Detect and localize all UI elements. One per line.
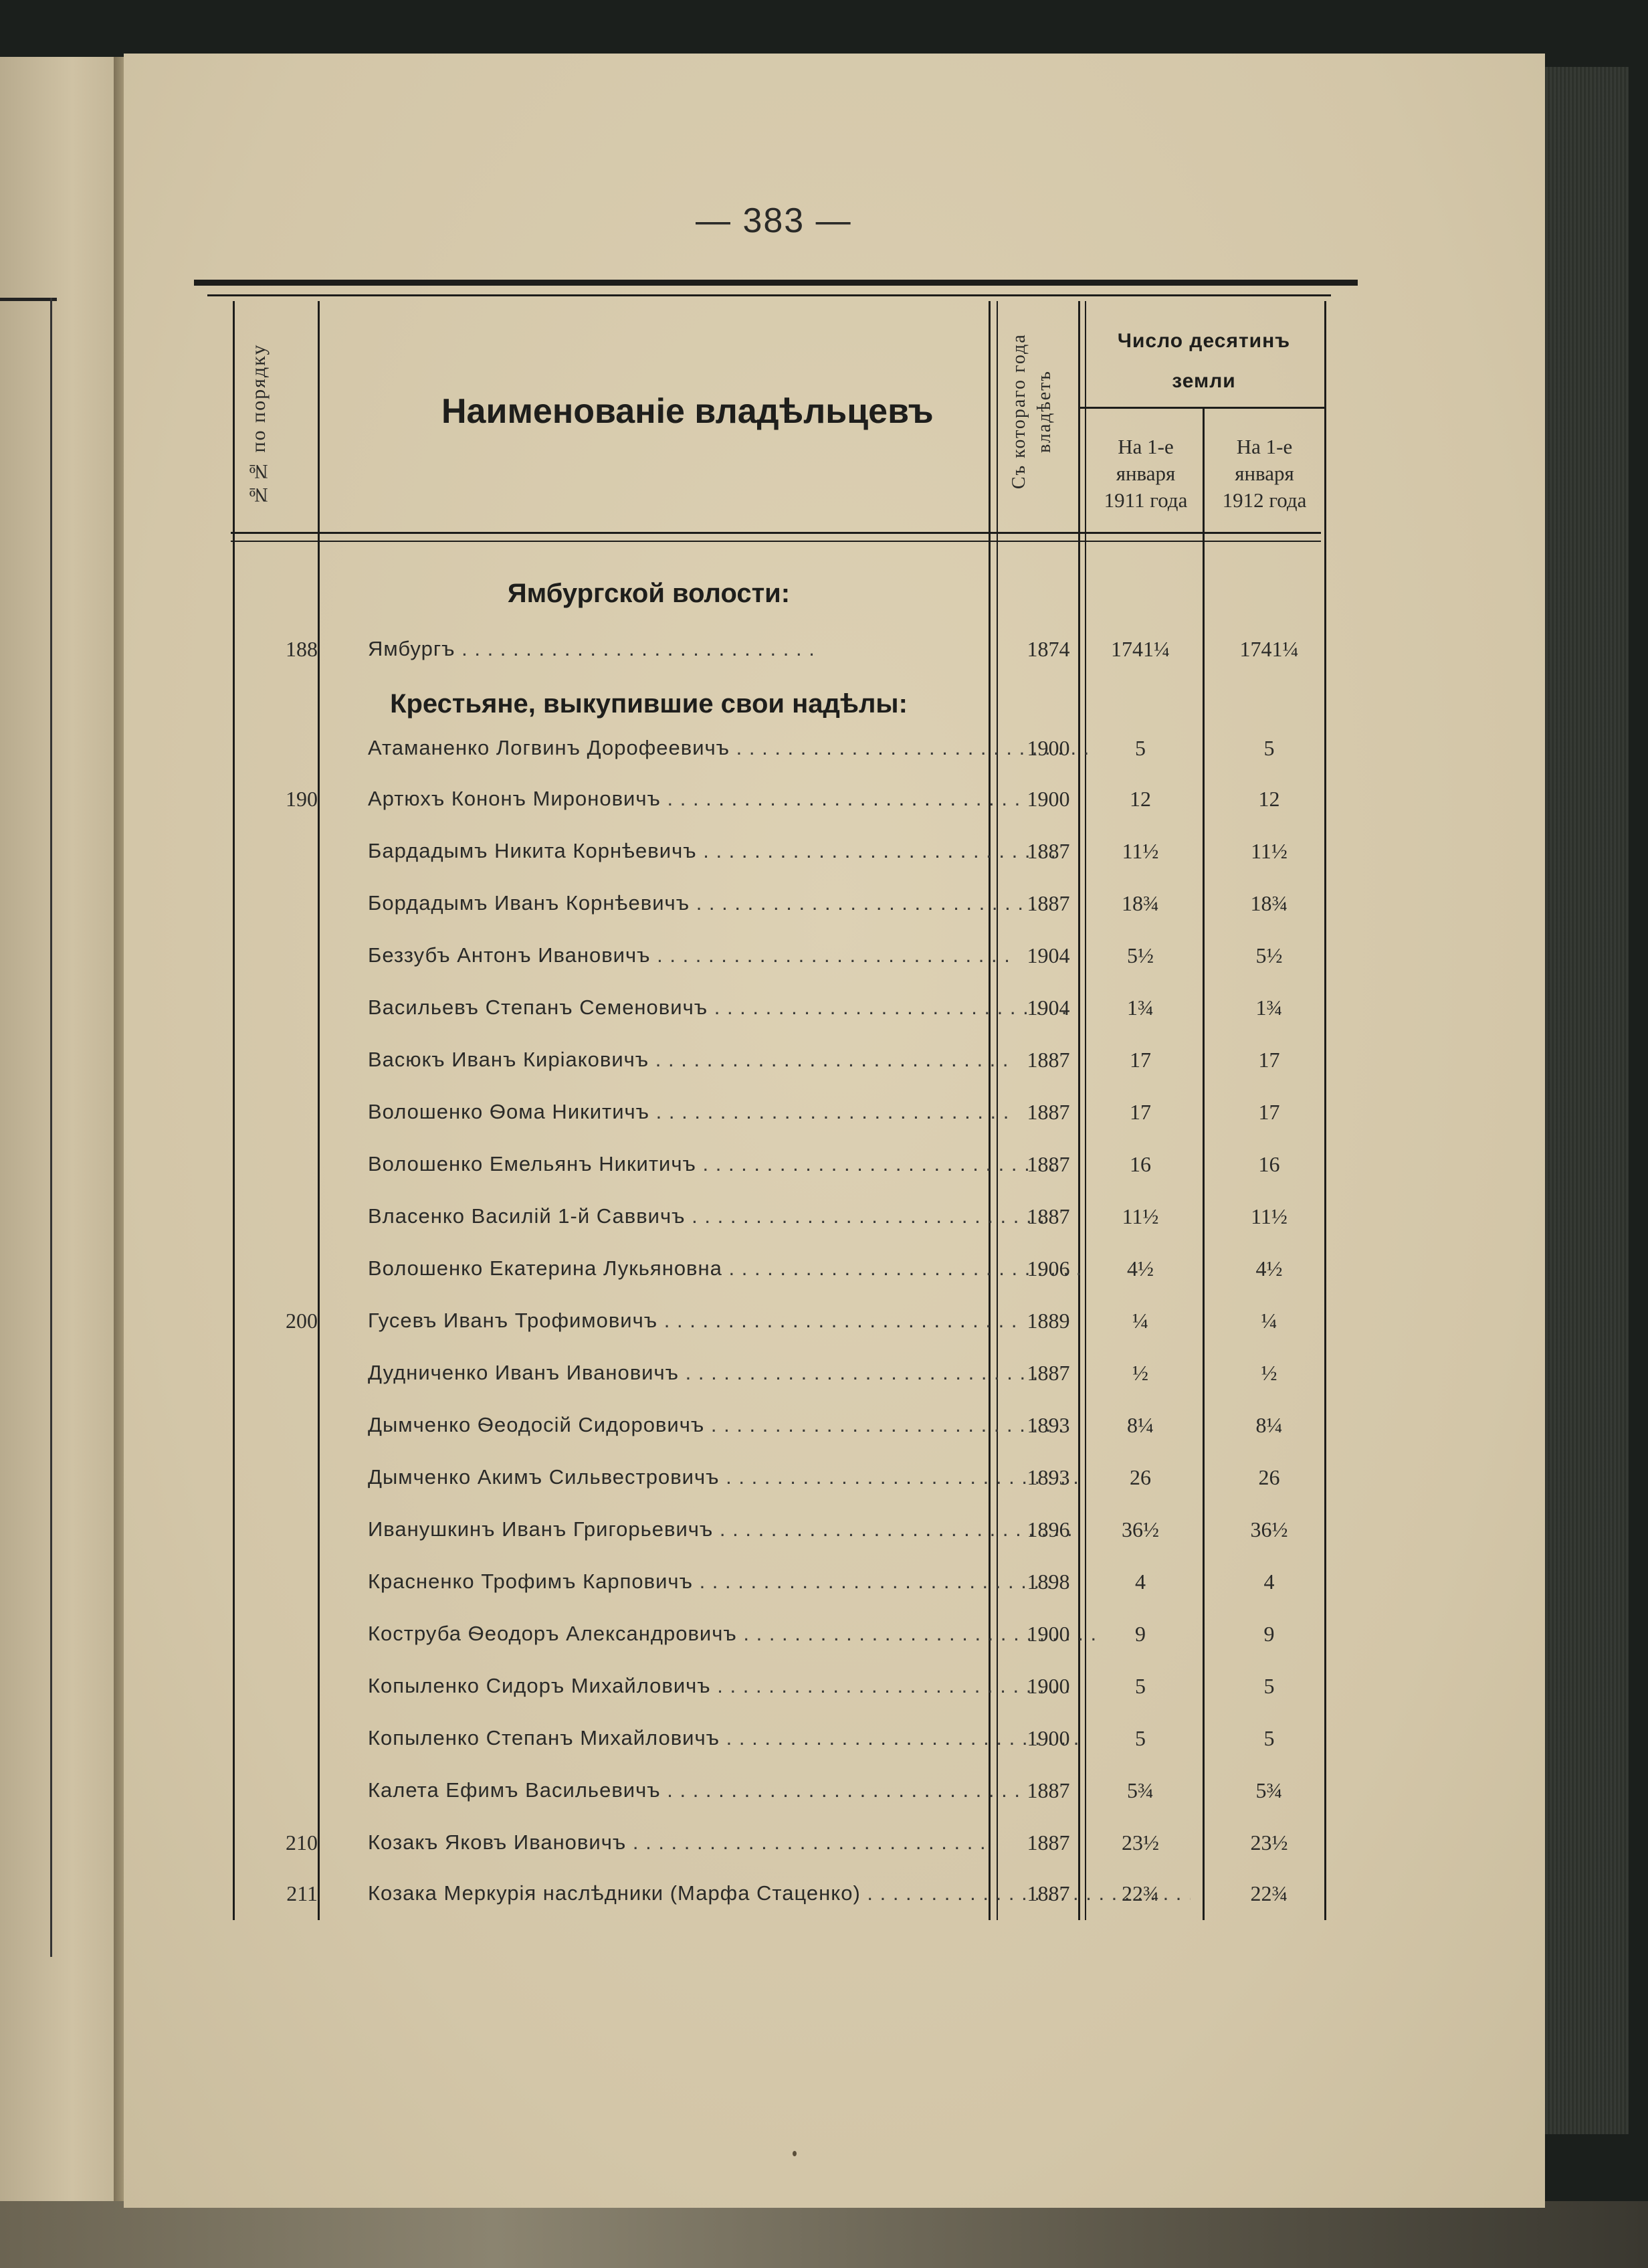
row-land-1911: 11½ <box>1122 839 1159 863</box>
table-row <box>227 1562 1338 1608</box>
row-year: 1889 <box>1027 1309 1070 1333</box>
previous-page-column-rule <box>50 298 52 1957</box>
row-number: 190 <box>286 787 318 811</box>
row-year: 1887 <box>1027 1778 1070 1802</box>
table-row <box>227 935 1338 982</box>
table-top-rule <box>194 280 1358 286</box>
table-row <box>227 728 1338 775</box>
header-land-group <box>1087 321 1321 401</box>
row-land-1911: 36½ <box>1122 1517 1159 1541</box>
row-land-1912: 1¾ <box>1255 996 1283 1020</box>
row-land-1911: 18¾ <box>1122 891 1159 915</box>
row-land-1912: 11½ <box>1251 1204 1288 1228</box>
row-year: 1906 <box>1027 1256 1070 1281</box>
header-1912-l2: января <box>1235 462 1294 485</box>
row-owner-name: Волошенко Емельянъ Никитичъ . . <box>368 1152 1191 1176</box>
table-row <box>227 1457 1338 1504</box>
row-land-1912: 5 <box>1263 1726 1275 1750</box>
table-row <box>227 1770 1338 1817</box>
previous-page-rule <box>0 298 57 301</box>
row-year: 1900 <box>1027 1726 1070 1750</box>
row-owner-name: Копыленко Степанъ Михайловичъ . . <box>368 1726 1191 1750</box>
row-number: 210 <box>286 1830 318 1855</box>
row-land-1912: 8¼ <box>1255 1413 1283 1437</box>
row-year: 1887 <box>1027 839 1070 863</box>
row-owner-name: Красненко Трофимъ Карповичъ . . <box>368 1570 1191 1594</box>
header-bottom-rule-2 <box>231 541 1321 542</box>
row-land-1912: ¼ <box>1261 1309 1277 1333</box>
row-owner-name: Калета Ефимъ Васильевичъ . . <box>368 1778 1191 1802</box>
table-row <box>227 987 1338 1034</box>
group-header-rule <box>1078 407 1326 409</box>
header-1912-l3: 1912 года <box>1222 488 1307 512</box>
table-row <box>227 1718 1338 1765</box>
row-land-1911: 11½ <box>1122 1204 1159 1228</box>
row-year: 1874 <box>1027 637 1070 661</box>
row-land-1911: 9 <box>1135 1622 1146 1646</box>
row-land-1912: 5½ <box>1255 943 1283 967</box>
table-row <box>227 883 1338 930</box>
row-year: 1898 <box>1027 1570 1070 1594</box>
table-row <box>227 1301 1338 1347</box>
header-1912 <box>1206 434 1323 514</box>
row-land-1911: 1741¼ <box>1111 637 1170 661</box>
row-year: 1893 <box>1027 1413 1070 1437</box>
row-land-1911: ¼ <box>1132 1309 1148 1333</box>
row-land-1912: 23½ <box>1250 1830 1288 1855</box>
row-owner-name: Копыленко Сидоръ Михайловичъ . . <box>368 1674 1191 1698</box>
table-row <box>227 1822 1338 1869</box>
header-owner-name: Наименованіе владѣльцевъ <box>441 392 934 431</box>
row-number: 211 <box>286 1881 318 1905</box>
row-owner-name: Дудниченко Иванъ Ивановичъ . . <box>368 1361 1191 1385</box>
row-owner-name: Волошенко Ѳома Никитичъ . . <box>368 1100 1191 1124</box>
row-year: 1887 <box>1027 1100 1070 1124</box>
header-year-text: Съ котораго года владѣетъ <box>1009 333 1055 490</box>
row-land-1912: 5¾ <box>1255 1778 1283 1802</box>
table-row <box>227 1614 1338 1661</box>
row-land-1912: 17 <box>1258 1048 1280 1072</box>
table-row <box>227 1353 1338 1400</box>
row-year: 1904 <box>1027 943 1070 967</box>
row-land-1912: 17 <box>1258 1100 1280 1124</box>
page-number: — 383 — <box>696 201 852 240</box>
row-land-1911: 5½ <box>1127 943 1154 967</box>
row-land-1912: 16 <box>1258 1152 1280 1176</box>
table-row <box>227 1144 1338 1191</box>
row-owner-name: Дымченко Ѳеодосій Сидоровичъ . . <box>368 1413 1191 1437</box>
row-number: 200 <box>286 1309 318 1333</box>
row-year: 1900 <box>1027 1622 1070 1646</box>
row-land-1911: 8¼ <box>1127 1413 1154 1437</box>
row-year: 1900 <box>1027 787 1070 811</box>
table-top-rule-thin <box>207 294 1331 296</box>
table-row <box>227 629 1338 676</box>
row-land-1911: 16 <box>1130 1152 1151 1176</box>
row-owner-name: Васюкъ Иванъ Киріаковичъ . . <box>368 1048 1191 1072</box>
row-land-1911: 5¾ <box>1127 1778 1154 1802</box>
row-land-1911: 5 <box>1135 736 1146 760</box>
section-heading-peasants: Крестьяне, выкупившие свои надѣлы: <box>390 689 908 719</box>
row-owner-name: Козакъ Яковъ Ивановичъ . . <box>368 1830 1191 1855</box>
row-land-1912: 11½ <box>1251 839 1288 863</box>
row-land-1911: 17 <box>1130 1048 1151 1072</box>
row-year: 1887 <box>1027 1361 1070 1385</box>
row-land-1912: 22¾ <box>1250 1881 1288 1905</box>
row-year: 1887 <box>1027 1881 1070 1905</box>
row-owner-name: Власенко Василій 1-й Саввичъ . . <box>368 1204 1191 1228</box>
row-year: 1896 <box>1027 1517 1070 1541</box>
row-owner-name: Ямбургъ . . <box>368 637 1191 661</box>
row-land-1912: 26 <box>1258 1465 1280 1489</box>
header-bottom-rule <box>231 532 1321 534</box>
row-owner-name: Иванушкинъ Иванъ Григорьевичъ . . <box>368 1517 1191 1541</box>
row-land-1911: 4 <box>1135 1570 1146 1594</box>
row-owner-name: Артюхъ Кононъ Мироновичъ . . <box>368 787 1191 811</box>
row-year: 1893 <box>1027 1465 1070 1489</box>
row-year: 1887 <box>1027 891 1070 915</box>
row-year: 1904 <box>1027 996 1070 1020</box>
row-owner-name: Беззубъ Антонъ Ивановичъ . . <box>368 943 1191 967</box>
row-owner-name: Бардадымъ Никита Корнѣевичъ . . <box>368 839 1191 863</box>
row-land-1911: 4½ <box>1127 1256 1154 1281</box>
table-row <box>227 1040 1338 1086</box>
header-year <box>1007 294 1057 529</box>
table-row <box>227 1196 1338 1243</box>
row-land-1911: 5 <box>1135 1674 1146 1698</box>
table-row <box>227 1405 1338 1452</box>
row-owner-name: Васильевъ Степанъ Семеновичъ . . <box>368 996 1191 1020</box>
table-row <box>227 1873 1338 1920</box>
book-page-edges <box>1545 67 1629 2134</box>
row-owner-name: Волошенко Екатерина Лукьяновна . . <box>368 1256 1191 1281</box>
row-year: 1887 <box>1027 1830 1070 1855</box>
table-row <box>227 831 1338 878</box>
header-1912-l1: На 1-е <box>1236 435 1293 458</box>
row-owner-name: Гусевъ Иванъ Трофимовичъ . . <box>368 1309 1191 1333</box>
row-land-1912: 1741¼ <box>1239 637 1299 661</box>
row-year: 1887 <box>1027 1152 1070 1176</box>
row-land-1912: 12 <box>1258 787 1280 811</box>
paper-speck <box>793 2151 797 2156</box>
row-year: 1900 <box>1027 1674 1070 1698</box>
row-land-1911: 12 <box>1130 787 1151 811</box>
row-land-1912: 5 <box>1263 736 1275 760</box>
row-land-1912: 18¾ <box>1250 891 1288 915</box>
row-owner-name: Бордадымъ Иванъ Корнѣевичъ . . <box>368 891 1191 915</box>
row-land-1911: ½ <box>1132 1361 1148 1385</box>
row-owner-name: Коструба Ѳеодоръ Александровичъ . . <box>368 1622 1191 1646</box>
row-land-1911: 26 <box>1130 1465 1151 1489</box>
header-land-line1: Число десятинъ <box>1117 330 1291 352</box>
row-land-1911: 22¾ <box>1122 1881 1159 1905</box>
row-land-1912: 4 <box>1263 1570 1275 1594</box>
row-land-1911: 5 <box>1135 1726 1146 1750</box>
row-land-1912: ½ <box>1261 1361 1277 1385</box>
header-1911-l2: января <box>1116 462 1176 485</box>
row-land-1911: 23½ <box>1122 1830 1159 1855</box>
table-row <box>227 779 1338 826</box>
table-row <box>227 1248 1338 1295</box>
book-bottom-edge <box>0 2201 1648 2268</box>
row-land-1912: 36½ <box>1250 1517 1288 1541</box>
row-owner-name: Козака Меркурія наслѣдники (Марфа Стаценко) . . <box>368 1881 1191 1905</box>
header-land-line2: земли <box>1172 370 1236 392</box>
row-land-1912: 9 <box>1263 1622 1275 1646</box>
row-land-1912: 4½ <box>1255 1256 1283 1281</box>
header-1911-l1: На 1-е <box>1118 435 1174 458</box>
row-owner-name: Атаманенко Логвинъ Дорофеевичъ . . <box>368 736 1191 760</box>
table-row <box>227 1666 1338 1713</box>
row-year: 1887 <box>1027 1048 1070 1072</box>
section-heading-volost: Ямбургской волости: <box>507 579 791 608</box>
header-1911-l3: 1911 года <box>1104 488 1188 512</box>
row-land-1911: 17 <box>1130 1100 1151 1124</box>
header-1911 <box>1089 434 1203 514</box>
table-row <box>227 1509 1338 1556</box>
row-land-1912: 5 <box>1263 1674 1275 1698</box>
row-year: 1900 <box>1027 736 1070 760</box>
row-land-1911: 1¾ <box>1127 996 1154 1020</box>
header-number: №№ по порядку <box>247 343 270 506</box>
row-number: 188 <box>286 637 318 661</box>
table-row <box>227 1092 1338 1139</box>
row-year: 1887 <box>1027 1204 1070 1228</box>
previous-page-edge <box>0 57 120 2204</box>
row-owner-name: Дымченко Акимъ Сильвестровичъ . . <box>368 1465 1191 1489</box>
